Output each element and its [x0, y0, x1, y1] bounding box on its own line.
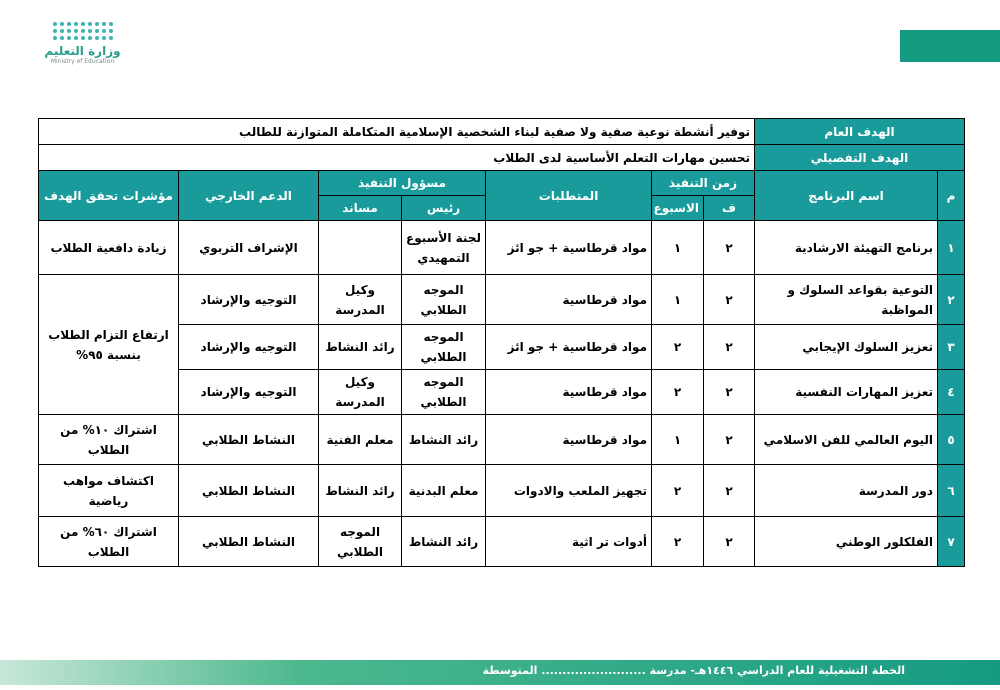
col-responsible-header: مسؤول التنفيذ [319, 171, 486, 196]
general-goal-row [39, 119, 965, 145]
row-num: ٦ [938, 465, 965, 517]
freq-cell: ٢ [704, 325, 755, 370]
assistant-cell: وكيل المدرسة [319, 275, 402, 325]
assistant-cell [319, 221, 402, 275]
program-name: دور المدرسة [755, 465, 938, 517]
head-cell: الموجه الطلابي [402, 370, 486, 415]
program-name: الفلكلور الوطني [755, 517, 938, 567]
assistant-cell: وكيل المدرسة [319, 370, 402, 415]
col-freq-header: ف [704, 196, 755, 221]
week-cell: ٢ [652, 517, 704, 567]
support-cell: النشاط الطلابي [179, 465, 319, 517]
requirements-cell: مواد قرطاسية + جو ائز [486, 221, 652, 275]
ministry-logo [40, 22, 125, 82]
general-goal-label: الهدف العام [755, 119, 965, 145]
head-cell: معلم البدنية [402, 465, 486, 517]
indicator-cell: اشتراك ٦٠% من الطلاب [39, 517, 179, 567]
row-num: ٥ [938, 415, 965, 465]
head-cell: لجنة الأسبوع التمهيدي [402, 221, 486, 275]
col-time-header: زمن التنفيذ [652, 171, 755, 196]
support-cell: النشاط الطلابي [179, 517, 319, 567]
table-row [39, 465, 965, 517]
row-num: ٢ [938, 275, 965, 325]
col-head-header: رئيس [402, 196, 486, 221]
table-header-row [39, 171, 965, 196]
detailed-goal-label: الهدف التفصيلي [755, 145, 965, 171]
support-cell: الإشراف التربوي [179, 221, 319, 275]
head-cell: الموجه الطلابي [402, 325, 486, 370]
requirements-cell: أدوات تر اثية [486, 517, 652, 567]
week-cell: ١ [652, 221, 704, 275]
footer-text: الخطة التشغيلية للعام الدراسي ١٤٤٦هـ- مدرسة ......................... المتوسطة [482, 664, 905, 677]
col-program-header: اسم البرنامج [755, 171, 938, 221]
detailed-goal-value: تحسين مهارات التعلم الأساسية لدى الطلاب [39, 145, 755, 171]
week-cell: ١ [652, 415, 704, 465]
assistant-cell: رائد النشاط [319, 325, 402, 370]
requirements-cell: مواد قرطاسية [486, 275, 652, 325]
head-cell: الموجه الطلابي [402, 275, 486, 325]
row-num: ٤ [938, 370, 965, 415]
freq-cell: ٢ [704, 465, 755, 517]
row-num: ٣ [938, 325, 965, 370]
footer-bar [0, 660, 1000, 685]
assistant-cell: رائد النشاط [319, 465, 402, 517]
row-num: ٧ [938, 517, 965, 567]
requirements-cell: مواد قرطاسية [486, 370, 652, 415]
support-cell: التوجيه والإرشاد [179, 275, 319, 325]
head-cell: رائد النشاط [402, 415, 486, 465]
top-accent-bar [900, 30, 1000, 62]
program-name: تعزيز المهارات النفسية [755, 370, 938, 415]
indicator-cell: ارتفاع التزام الطلاب بنسبة ٩٥% [39, 275, 179, 415]
table-row [39, 517, 965, 567]
head-cell: رائد النشاط [402, 517, 486, 567]
program-name: برنامج التهيئة الارشادية [755, 221, 938, 275]
support-cell: النشاط الطلابي [179, 415, 319, 465]
logo-dots-icon [40, 22, 125, 40]
program-name: التوعية بقواعد السلوك و المواظبة [755, 275, 938, 325]
col-indicators-header: مؤشرات تحقق الهدف [39, 171, 179, 221]
indicator-cell: زيادة دافعية الطلاب [39, 221, 179, 275]
indicator-cell: اشتراك ١٠% من الطلاب [39, 415, 179, 465]
col-assistant-header: مساند [319, 196, 402, 221]
row-num: ١ [938, 221, 965, 275]
col-week-header: الاسبوع [652, 196, 704, 221]
plan-table [38, 118, 965, 567]
week-cell: ٢ [652, 370, 704, 415]
freq-cell: ٢ [704, 221, 755, 275]
freq-cell: ٢ [704, 517, 755, 567]
logo-english-text: Ministry of Education [50, 58, 115, 65]
table-row [39, 275, 965, 325]
program-name: تعزيز السلوك الإيجابي [755, 325, 938, 370]
col-requirements-header: المتطلبات [486, 171, 652, 221]
freq-cell: ٢ [704, 275, 755, 325]
indicator-cell: اكتشاف مواهب رياضية [39, 465, 179, 517]
assistant-cell: الموجه الطلابي [319, 517, 402, 567]
requirements-cell: تجهيز الملعب والادوات [486, 465, 652, 517]
table-row [39, 221, 965, 275]
week-cell: ٢ [652, 465, 704, 517]
detailed-goal-row [39, 145, 965, 171]
requirements-cell: مواد قرطاسية [486, 415, 652, 465]
freq-cell: ٢ [704, 370, 755, 415]
general-goal-value: توفير أنشطة نوعية صفية ولا صفية لبناء الشخصية الإسلامية المتكاملة المتوازنة للطالب [39, 119, 755, 145]
assistant-cell: معلم الفنية [319, 415, 402, 465]
col-support-header: الدعم الخارجي [179, 171, 319, 221]
logo-arabic-text: وزارة التعليم [44, 44, 121, 58]
table-row [39, 415, 965, 465]
requirements-cell: مواد قرطاسية + جو ائز [486, 325, 652, 370]
week-cell: ٢ [652, 325, 704, 370]
support-cell: التوجيه والإرشاد [179, 325, 319, 370]
col-num-header: م [938, 171, 965, 221]
week-cell: ١ [652, 275, 704, 325]
support-cell: التوجيه والإرشاد [179, 370, 319, 415]
program-name: اليوم العالمي للفن الاسلامي [755, 415, 938, 465]
freq-cell: ٢ [704, 415, 755, 465]
